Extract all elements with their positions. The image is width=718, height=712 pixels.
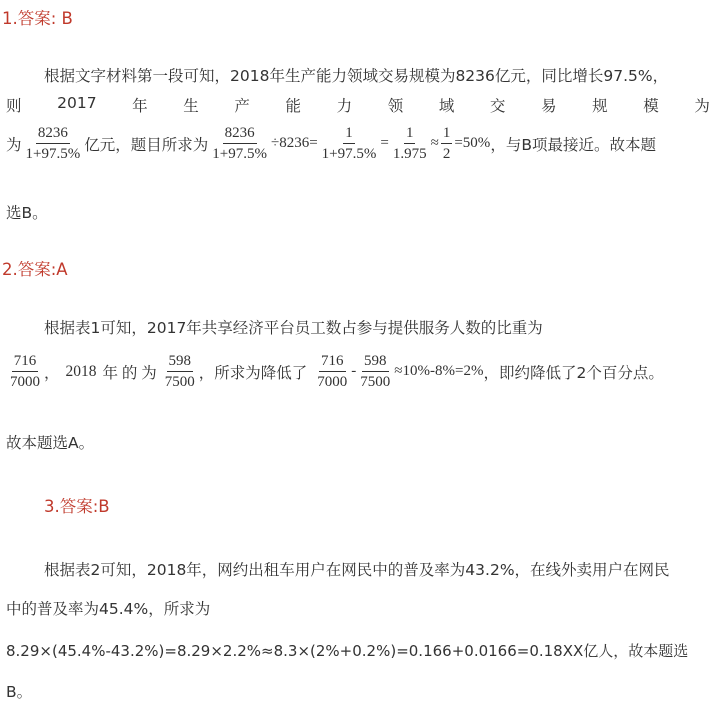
q2-result: ≈10%-8%=2% xyxy=(394,363,484,379)
q1-approx: ≈ xyxy=(430,135,439,151)
fraction-numerator: 716 xyxy=(12,352,39,372)
q1-text-line4: 选B。 xyxy=(6,204,48,222)
fraction-denominator: 1+97.5% xyxy=(321,146,377,162)
q1-word: 为 xyxy=(694,97,710,115)
q1-fraction-1 xyxy=(24,124,83,163)
q2-text-b: ，所求为降低了 xyxy=(198,363,308,382)
fraction-numerator: 598 xyxy=(167,352,194,372)
q2-text-line3: 故本题选A。 xyxy=(6,434,95,452)
q1-text-line2 xyxy=(6,94,710,116)
q1-formula-line xyxy=(6,124,656,163)
q1-wei: 为 xyxy=(6,135,22,154)
q1-text-b: ，与B项最接近。故本题 xyxy=(490,135,656,154)
fraction-numerator: 1 xyxy=(404,124,416,144)
q1-text-line1: 根据文字材料第一段可知，2018年生产能力领域交易规模为8236亿元，同比增长97.5%， xyxy=(44,67,669,85)
q1-op-divide: ÷8236= xyxy=(270,135,318,151)
q1-word: 易 xyxy=(541,97,557,115)
q1-fraction-4 xyxy=(391,124,429,163)
q1-word: 规 xyxy=(592,97,608,115)
q1-fraction-2 xyxy=(210,124,269,163)
q1-word: 领 xyxy=(387,97,404,115)
q2-minus: - xyxy=(351,363,357,379)
q1-word: 生 xyxy=(183,97,199,115)
fraction-denominator: 1+97.5% xyxy=(212,146,267,162)
fraction-numerator: 8236 xyxy=(223,124,257,144)
fraction-denominator: 7000 xyxy=(10,374,40,390)
q1-fraction-3 xyxy=(320,124,379,163)
q2-formula-line xyxy=(6,352,664,391)
fraction-denominator: 7500 xyxy=(164,374,195,390)
q1-word: 则 xyxy=(6,97,22,115)
q3-text-line1: 根据表2可知，2018年，网约出租车用户在网民中的普及率为43.2%，在线外卖用户在网民 xyxy=(44,561,670,579)
fraction-numerator: 716 xyxy=(319,352,346,372)
q2-fraction-4 xyxy=(358,352,392,391)
q1-word: 2017 xyxy=(57,94,97,112)
q1-word: 域 xyxy=(438,97,455,115)
q1-equals: = xyxy=(380,135,389,151)
q2-fraction-1 xyxy=(8,352,42,391)
q2-answer: 2.答案:A xyxy=(2,260,68,279)
q2-year: 2018 xyxy=(65,362,97,380)
fraction-numerator: 1 xyxy=(441,124,453,144)
fraction-denominator: 7000 xyxy=(317,374,348,390)
q3-text-line2: 中的普及率为45.4%，所求为 xyxy=(6,600,211,618)
fraction-numerator: 1 xyxy=(343,124,355,144)
q1-word: 年 xyxy=(132,97,148,115)
q1-word: 模 xyxy=(643,97,659,115)
fraction-numerator: 598 xyxy=(362,352,389,372)
q1-word: 能 xyxy=(285,97,301,115)
fraction-denominator: 2 xyxy=(442,146,451,162)
q2-text-c: ，即约降低了2个百分点。 xyxy=(483,363,664,382)
q2-text-a: 年 的 为 xyxy=(102,364,157,382)
q2-fraction-2 xyxy=(163,352,197,391)
fraction-denominator: 7500 xyxy=(360,374,391,390)
q3-text-line4: B。 xyxy=(6,683,33,701)
fraction-numerator: 8236 xyxy=(36,124,70,144)
q1-word: 交 xyxy=(489,97,506,115)
q2-text-line1: 根据表1可知，2017年共享经济平台员工数占参与提供服务人数的比重为 xyxy=(44,319,543,337)
q1-text-a: 亿元，题目所求为 xyxy=(84,135,209,154)
q1-result: =50% xyxy=(454,135,491,151)
q2-comma: ， xyxy=(44,363,60,382)
q1-word: 力 xyxy=(336,97,353,115)
q3-answer: 3.答案:B xyxy=(44,497,110,516)
q1-answer: 1.答案: B xyxy=(2,9,73,28)
q3-text-line3: 8.29×(45.4%-43.2%)=8.29×2.2%≈8.3×(2%+0.2%)=0.166+0.0166=0.18XX亿人，故本题选 xyxy=(6,642,689,660)
fraction-denominator: 1+97.5% xyxy=(25,146,81,162)
q1-fraction-5 xyxy=(441,124,453,163)
q1-word: 产 xyxy=(234,97,250,115)
q2-fraction-3 xyxy=(315,352,349,391)
fraction-denominator: 1.975 xyxy=(392,146,427,162)
